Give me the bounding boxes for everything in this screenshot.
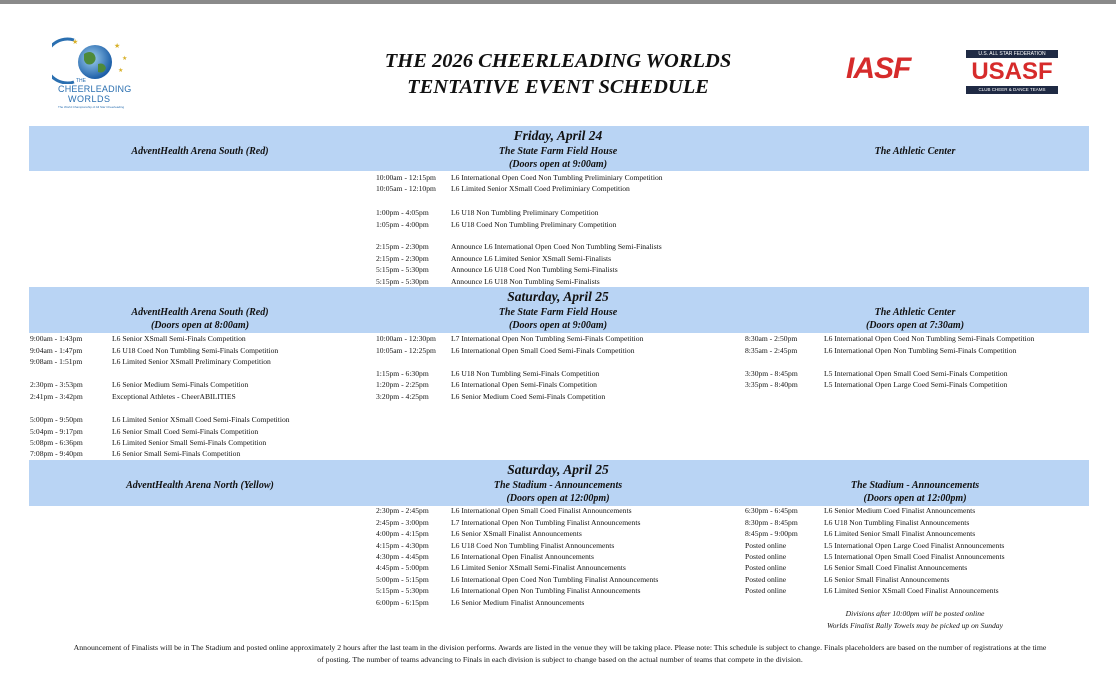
top-border <box>0 0 1116 4</box>
svg-text:★: ★ <box>118 68 124 74</box>
event-name: L6 U18 Coed Non Tumbling Finalist Announcements <box>451 541 615 550</box>
event-name: Exceptional Athletes - CheerABILITIES <box>112 392 236 401</box>
event-name: Announce L6 Limited Senior XSmall Semi-Finalists <box>451 254 612 263</box>
friday-day-label: Friday, April 24 <box>513 128 603 143</box>
event-time: 4:15pm - 4:30pm <box>376 541 429 550</box>
event-name: L6 Senior Medium Coed Finalist Announcements <box>824 506 976 515</box>
saturday1-day-label: Saturday, April 25 <box>507 289 609 304</box>
event-time: 4:45pm - 5:00pm <box>376 563 429 572</box>
event-name: L6 International Open Finalist Announcements <box>451 552 594 561</box>
event-time: 4:30pm - 4:45pm <box>376 552 429 561</box>
event-time: 5:00pm - 9:50pm <box>30 415 83 424</box>
event-time: 1:05pm - 4:00pm <box>376 220 429 229</box>
event-name: L6 Senior Small Coed Semi-Finals Competition <box>112 427 259 436</box>
usasf-logo <box>966 50 1058 94</box>
event-name: L6 International Open Coed Non Tumbling Semi-Finals Competition <box>824 334 1035 343</box>
event-time: 8:30am - 2:50pm <box>745 334 798 343</box>
event-name: L6 Senior Small Finalist Announcements <box>824 575 950 584</box>
event-name: L5 International Open Small Coed Semi-Finals Competition <box>824 369 1008 378</box>
event-name: L6 International Open Semi-Finals Competition <box>451 380 597 389</box>
event-time: Posted online <box>745 586 787 595</box>
worlds-line1: CHEERLEADING <box>58 84 132 94</box>
event-time: 1:15pm - 6:30pm <box>376 369 429 378</box>
event-time: 9:08am - 1:51pm <box>30 357 83 366</box>
friday-col3-venue: The Athletic Center <box>874 146 956 157</box>
event-name: L6 Limited Senior XSmall Coed Finalist Announcements <box>824 586 999 595</box>
footer-disclaimer <box>30 642 1090 666</box>
event-time: 8:45pm - 9:00pm <box>745 529 798 538</box>
saturday2-col1-venue: AdventHealth Arena North (Yellow) <box>126 480 274 491</box>
event-time: Posted online <box>745 541 787 550</box>
event-name: L6 Limited Senior XSmall Semi-Finalist Announcements <box>451 563 626 572</box>
title-line1: THE 2026 CHEERLEADING WORLDS <box>384 50 732 72</box>
event-name: L6 U18 Coed Non Tumbling Preliminary Competition <box>451 220 617 229</box>
event-name: L6 Senior Medium Finalist Announcements <box>451 598 585 607</box>
event-name: L6 Limited Senior Small Semi-Finals Competition <box>112 438 267 447</box>
usasf-wordmark: USASF <box>971 58 1053 85</box>
footer-line2: of posting. The number of teams advancing to Finals in each division is subject to change based on the actual number of teams that compete in the division. <box>317 655 803 664</box>
event-time: 7:08pm - 9:40pm <box>30 449 83 458</box>
event-time: 8:35am - 2:45pm <box>745 346 798 355</box>
event-name: L6 U18 Non Tumbling Finalist Announcements <box>824 518 970 527</box>
event-time: 2:15pm - 2:30pm <box>376 254 429 263</box>
event-time: 1:00pm - 4:05pm <box>376 208 429 217</box>
event-name: L5 International Open Large Coed Finalist Announcements <box>824 541 1005 550</box>
saturday1-col2-venue: The State Farm Field House <box>498 307 618 318</box>
event-name: L7 International Open Non Tumbling Semi-Finals Competition <box>451 334 644 343</box>
worlds-line2: WORLDS <box>68 94 111 104</box>
iasf-logo: IASF <box>846 52 911 85</box>
note-divisions-online: Divisions after 10:00pm will be posted online <box>845 609 985 618</box>
friday-col1-venue: AdventHealth Arena South (Red) <box>131 146 269 157</box>
event-time: 10:00am - 12:30pm <box>376 334 436 343</box>
event-name: L6 Limited Senior XSmall Coed Semi-Finals Competition <box>112 415 290 424</box>
event-time: 2:41pm - 3:42pm <box>30 392 83 401</box>
event-name: L5 International Open Large Coed Semi-Finals Competition <box>824 380 1008 389</box>
event-time: 6:00pm - 6:15pm <box>376 598 429 607</box>
event-name: L6 U18 Non Tumbling Preliminary Competition <box>451 208 599 217</box>
event-name: L6 Senior XSmall Semi-Finals Competition <box>112 334 246 343</box>
event-time: 9:04am - 1:47pm <box>30 346 83 355</box>
event-name: Announce L6 U18 Non Tumbling Semi-Finalists <box>451 277 600 286</box>
saturday2-col3-doors: (Doors open at 12:00pm) <box>863 493 967 504</box>
event-name: L6 Senior Medium Coed Semi-Finals Competition <box>451 392 606 401</box>
event-time: 2:30pm - 2:45pm <box>376 506 429 515</box>
saturday1-col1-venue: AdventHealth Arena South (Red) <box>131 307 269 318</box>
title-line2: TENTATIVE EVENT SCHEDULE <box>407 76 709 98</box>
worlds-tagline: The World Championship of All Star Cheerleading <box>58 105 125 109</box>
usasf-bottom: CLUB CHEER & DANCE TEAMS <box>966 86 1058 94</box>
event-time: Posted online <box>745 563 787 572</box>
usasf-top: U.S. ALL STAR FEDERATION <box>966 50 1058 58</box>
event-time: 3:35pm - 8:40pm <box>745 380 798 389</box>
event-time: 5:15pm - 5:30pm <box>376 586 429 595</box>
event-time: 2:30pm - 3:53pm <box>30 380 83 389</box>
event-name: L5 International Open Small Coed Finalist Announcements <box>824 552 1005 561</box>
event-time: Posted online <box>745 575 787 584</box>
event-time: 5:08pm - 6:36pm <box>30 438 83 447</box>
event-time: 5:15pm - 5:30pm <box>376 265 429 274</box>
event-time: 5:00pm - 5:15pm <box>376 575 429 584</box>
event-time: 6:30pm - 6:45pm <box>745 506 798 515</box>
footer-line1: Announcement of Finalists will be in The Stadium and posted online approximately 2 hours after the last team in the division performs. Awards are listed in the venue they will be taking place. Please note: This schedule is subject to change. Finals placeholders are based on the number of registrations at the time <box>73 643 1047 652</box>
event-time: 5:15pm - 5:30pm <box>376 277 429 286</box>
event-name: L6 International Open Small Coed Semi-Finals Competition <box>451 346 635 355</box>
saturday2-day-label: Saturday, April 25 <box>507 462 609 477</box>
saturday1-col3-doors: (Doors open at 7:30am) <box>865 320 965 331</box>
event-name: L6 U18 Coed Non Tumbling Semi-Finals Competition <box>112 346 279 355</box>
friday-col2-doors: (Doors open at 9:00am) <box>508 159 608 170</box>
saturday2-col2-doors: (Doors open at 12:00pm) <box>506 493 610 504</box>
event-name: L6 International Open Small Coed Finalist Announcements <box>451 506 632 515</box>
saturday1-col1-doors: (Doors open at 8:00am) <box>150 320 250 331</box>
event-name: L6 Limited Senior XSmall Coed Preliminiary Competition <box>451 184 630 193</box>
event-time: 8:30pm - 8:45pm <box>745 518 798 527</box>
event-name: L7 International Open Non Tumbling Finalist Announcements <box>451 518 641 527</box>
svg-text:★: ★ <box>114 42 121 50</box>
event-time: 9:00am - 1:43pm <box>30 334 83 343</box>
event-time: 3:20pm - 4:25pm <box>376 392 429 401</box>
event-time: 2:45pm - 3:00pm <box>376 518 429 527</box>
page-title <box>300 48 816 100</box>
event-time: Posted online <box>745 552 787 561</box>
event-time: 10:05am - 12:10pm <box>376 184 436 193</box>
friday-col2-venue: The State Farm Field House <box>498 146 618 157</box>
event-name: Announce L6 International Open Coed Non Tumbling Semi-Finalists <box>451 242 662 251</box>
saturday2-col3-venue: The Stadium - Announcements <box>850 480 980 491</box>
saturday1-col2-doors: (Doors open at 9:00am) <box>508 320 608 331</box>
event-name: L6 Senior Small Coed Finalist Announcements <box>824 563 968 572</box>
event-name: L6 Senior Small Semi-Finals Competition <box>112 449 241 458</box>
event-name: L6 Senior XSmall Finalist Announcements <box>451 529 582 538</box>
event-time: 10:00am - 12:15pm <box>376 173 436 182</box>
note-rally-towels: Worlds Finalist Rally Towels may be picked up on Sunday <box>827 621 1003 630</box>
event-name: L6 U18 Non Tumbling Semi-Finals Competition <box>451 369 600 378</box>
svg-text:★: ★ <box>72 38 79 46</box>
event-time: 5:04pm - 9:17pm <box>30 427 83 436</box>
worlds-the: THE <box>76 78 86 84</box>
event-name: L6 Limited Senior Small Finalist Announcements <box>824 529 976 538</box>
event-time: 1:20pm - 2:25pm <box>376 380 429 389</box>
svg-text:★: ★ <box>122 56 128 62</box>
event-time: 2:15pm - 2:30pm <box>376 242 429 251</box>
event-time: 10:05am - 12:25pm <box>376 346 436 355</box>
event-name: L6 Senior Medium Semi-Finals Competition <box>112 380 249 389</box>
saturday1-col3-venue: The Athletic Center <box>874 307 956 318</box>
event-time: 4:00pm - 4:15pm <box>376 529 429 538</box>
event-time: 3:30pm - 8:45pm <box>745 369 798 378</box>
saturday2-col2-venue: The Stadium - Announcements <box>493 480 623 491</box>
event-name: L6 International Open Coed Non Tumbling Preliminiary Competition <box>451 173 663 182</box>
event-name: Announce L6 U18 Coed Non Tumbling Semi-Finalists <box>451 265 618 274</box>
event-name: L6 International Open Coed Non Tumbling Finalist Announcements <box>451 575 659 584</box>
globe-icon <box>52 36 162 84</box>
event-name: L6 Limited Senior XSmall Preliminary Competition <box>112 357 271 366</box>
event-name: L6 International Open Non Tumbling Semi-Finals Competition <box>824 346 1017 355</box>
event-name: L6 International Open Non Tumbling Finalist Announcements <box>451 586 641 595</box>
cheerleading-worlds-logo <box>52 36 162 116</box>
